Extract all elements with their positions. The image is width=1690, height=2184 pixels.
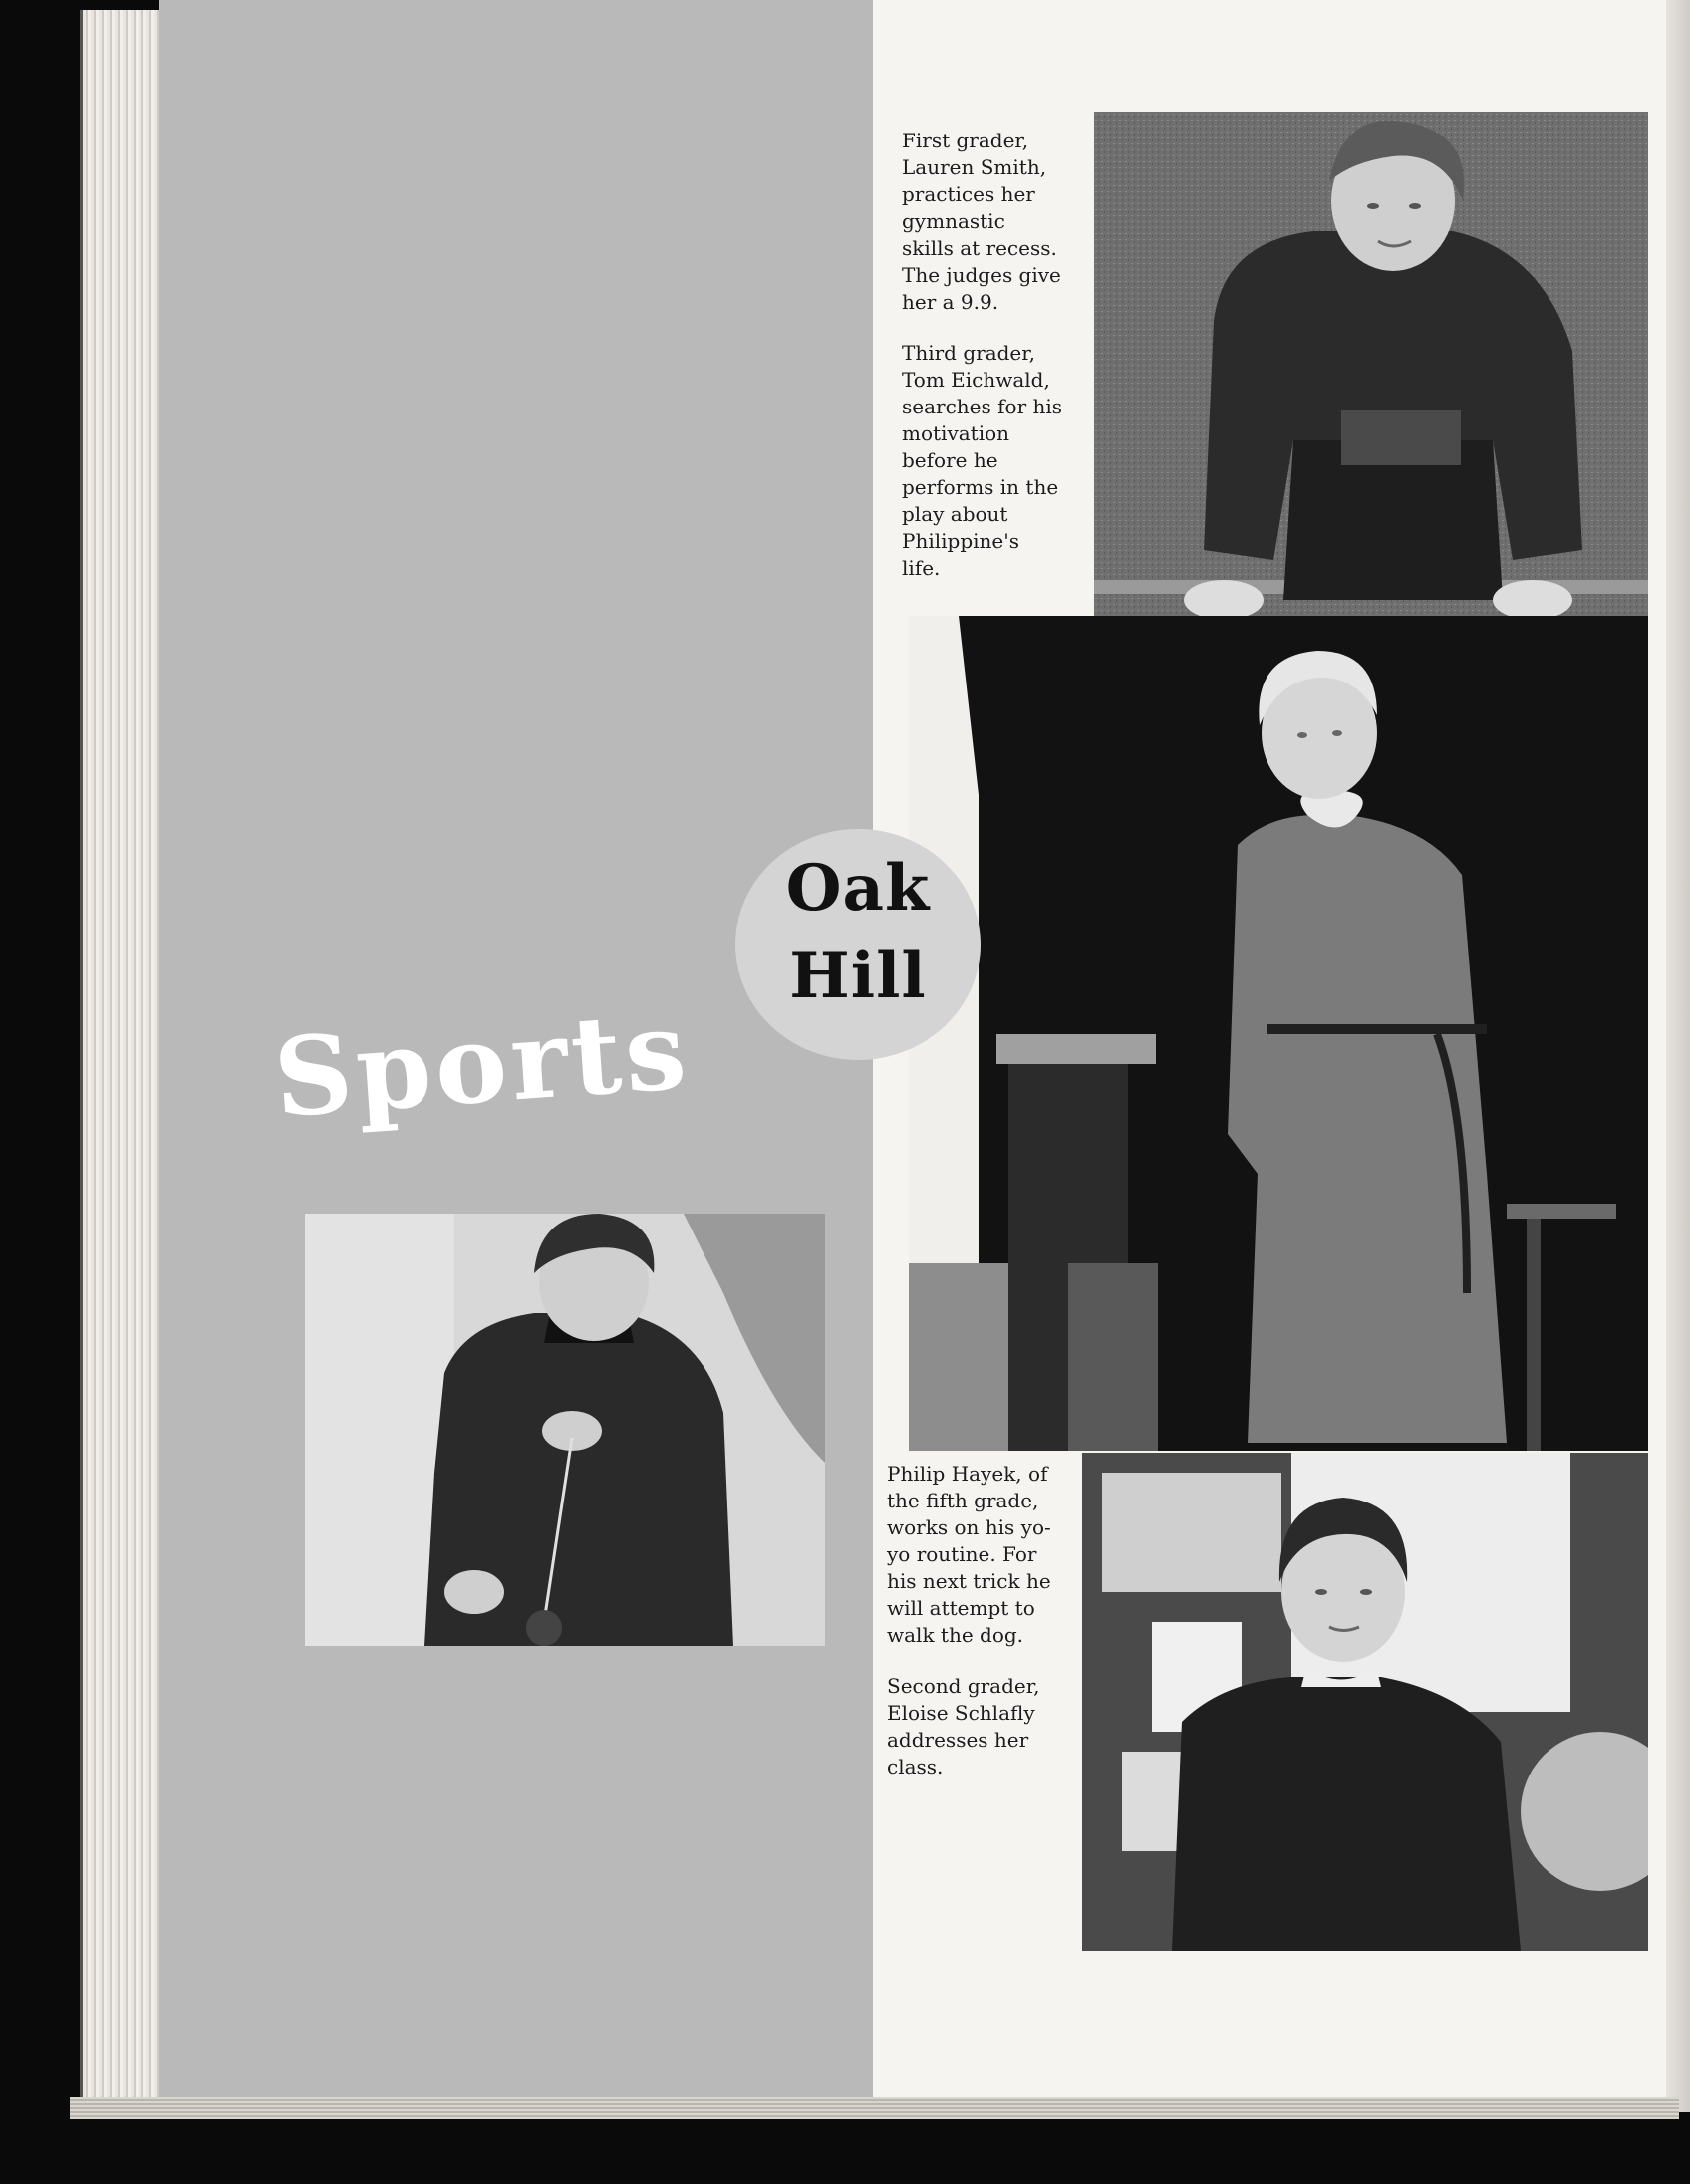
caption-gymnast: First grader, Lauren Smith, practices her gymnastic skills at recess. The judges give her a 9.9. xyxy=(902,129,1061,314)
badge-word-hill: Hill xyxy=(789,939,927,1013)
caption-block-top xyxy=(902,128,1091,582)
caption-block-bottom xyxy=(887,1461,1076,1780)
caption-speaker: Second grader, Eloise Schlafly addresses her class. xyxy=(887,1674,1040,1778)
book-page-edges-bottom xyxy=(70,2097,1679,2119)
caption-yoyo: Philip Hayek, of the fifth grade, works on his yo- yo routine. For his next trick he will attempt to walk the dog. xyxy=(887,1462,1051,1647)
book-page-edges-right xyxy=(1666,0,1690,2112)
photo-speaker-girl xyxy=(1082,1453,1648,1951)
oak-hill-badge xyxy=(735,829,981,1060)
caption-play: Third grader, Tom Eichwald, searches for his motivation before he performs in the play about Philippine's life. xyxy=(902,341,1063,580)
page-title: Sports xyxy=(270,987,695,1142)
photo-yoyo-boy xyxy=(305,1214,825,1646)
photo-play-boy xyxy=(909,616,1648,1451)
photo-gymnast-girl xyxy=(1094,112,1648,618)
badge-word-oak: Oak xyxy=(785,851,931,926)
